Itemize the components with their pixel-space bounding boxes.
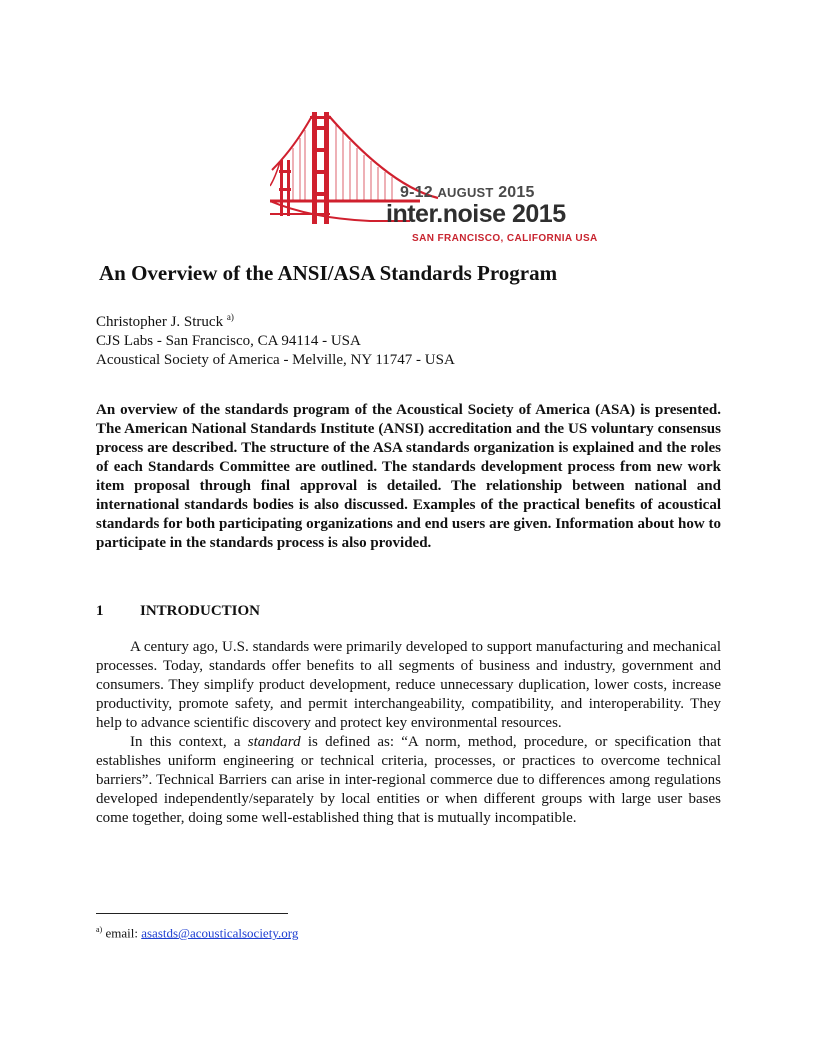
affiliation-2: Acoustical Society of America - Melville, NY 11747 - USA — [96, 352, 455, 368]
footnote-mark: a) — [96, 925, 103, 934]
author-footnote-mark: a) — [226, 312, 234, 322]
section-number: 1 — [96, 603, 104, 619]
paragraph-1: A century ago, U.S. standards were primarily developed to support manufacturing and mechanical processes. Today, standards offer benefits to all segments of business and industry, government and consumers. They simplify product development, reduce unnecessary duplication, lower costs, increase productivity, promote safety, and permit interchangeability, compatibility, and interoperability. They help to advance scientific discovery and protect key environmental resources. — [96, 639, 721, 731]
section-title: INTRODUCTION — [140, 603, 261, 619]
conference-brand: inter.noise 2015 — [386, 200, 566, 228]
conference-dates: 9-12 AUGUST 2015 — [400, 184, 535, 201]
footnote: $^{a)}$ email: asastds@acousticalsociety.org — [96, 925, 299, 941]
conference-location: SAN FRANCISCO, CALIFORNIA USA — [412, 233, 598, 244]
term-standard: standard — [247, 734, 301, 750]
author-name: Christopher J. Struck — [96, 314, 224, 330]
section-heading — [96, 603, 260, 620]
abstract: An overview of the standards program of the Acoustical Society of America (ASA) is presented. The American National Standards Institute (ANSI) accreditation and the US voluntary consensus process are described. The structure of the ASA standards organization is explained and the roles of each Standards Committee are outlined. The standards development process from new work item proposal through final approval is detailed. The relationship between national and international standards bodies is also discussed. Examples of the practical benefits of acoustical standards for both participating organizations and end users are given. Information about how to participate in the standards process is also provided. — [96, 402, 721, 551]
paper-title: An Overview of the ANSI/ASA Standards Program — [99, 261, 558, 285]
email-link[interactable]: asastds@acousticalsociety.org — [141, 925, 299, 941]
author-line — [96, 308, 455, 332]
conference-logo — [270, 108, 598, 253]
footnote-divider — [96, 913, 288, 914]
affiliation-1: CJS Labs - San Francisco, CA 94114 - USA — [96, 333, 361, 349]
golden-gate-bridge-icon — [270, 108, 560, 253]
author-block — [96, 308, 455, 370]
section-body — [96, 638, 721, 828]
paragraph-2: In this context, a standard is defined as: “A norm, method, procedure, or specification that establishes uniform engineering or technical criteria, processes, or practices to overcome technical barriers”. Technical Barriers can arise in inter-regional commerce due to differences among regulations developed independently/separately by local entities or when different groups with large user bases come together, doing some well-established thing that is mutually incompatible. — [96, 734, 721, 826]
